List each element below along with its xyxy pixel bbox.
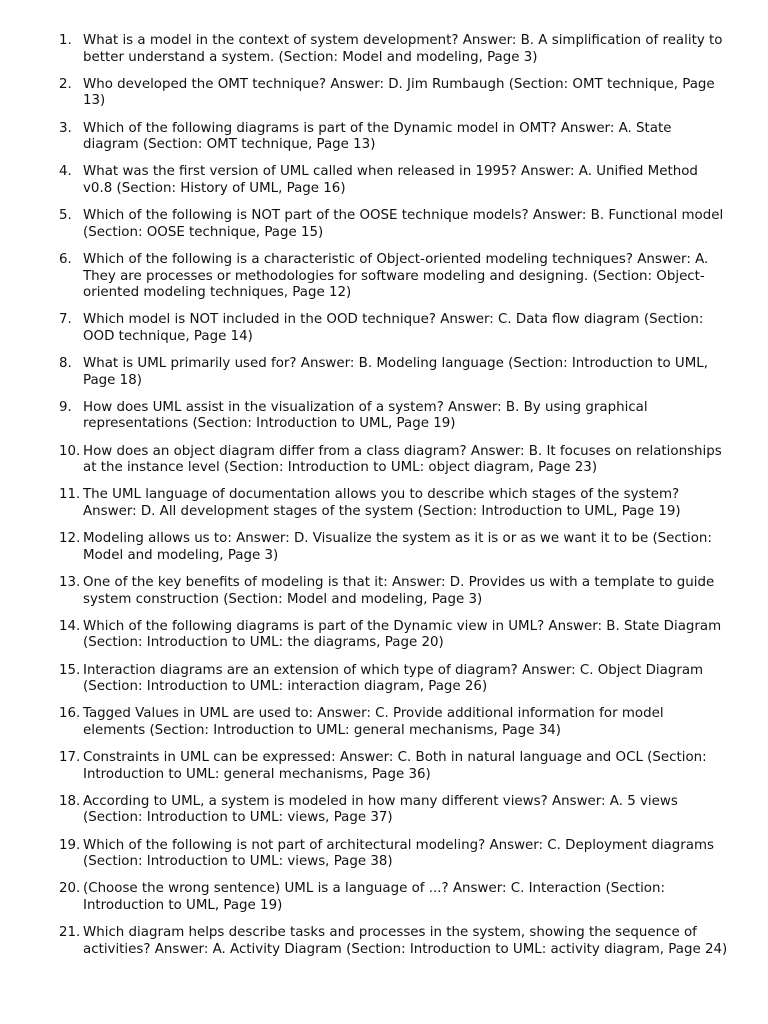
list-item — [0, 838, 768, 871]
item-text: Modeling allows us to: Answer: D. Visualize the system as it is or as we want it to be (Section: Model and modeling, Page 3) — [83, 531, 712, 563]
item-text: Which of the following is NOT part of the OOSE technique models? Answer: B. Functional model (Section: OOSE technique, Page 15) — [83, 208, 724, 240]
list-item — [0, 663, 768, 696]
item-number: 13. — [59, 574, 81, 590]
item-text: What is a model in the context of system development? Answer: B. A simplification of reality to better understand a system. (Section: Model and modeling, Page 3) — [83, 33, 723, 65]
question-list — [0, 33, 768, 958]
item-number: 11. — [59, 487, 81, 503]
item-text: Which of the following diagrams is part of the Dynamic model in OMT? Answer: A. State diagram (Section: OMT technique, Page 13) — [83, 120, 672, 153]
item-text: Which of the following is a characteristic of Object-oriented modeling techniques? Answer: A. They are processes or methodologies for software modeling and designing. (Section: Object-oriented modeling techniques, Page 12) — [83, 251, 709, 301]
item-number: 5. — [59, 208, 72, 224]
list-item — [0, 444, 768, 477]
item-number: 9. — [59, 399, 72, 415]
list-item — [0, 487, 768, 520]
list-item — [0, 706, 768, 739]
list-item — [0, 77, 768, 110]
item-text: Tagged Values in UML are used to: Answer: C. Provide additional information for model elements (Section: Introduction to UML: general mechanisms, Page 34) — [83, 706, 664, 738]
item-number: 20. — [59, 881, 81, 897]
item-number: 16. — [59, 706, 81, 722]
item-number: 8. — [59, 356, 72, 372]
list-item — [0, 400, 768, 433]
list-item — [0, 121, 768, 154]
document-page — [0, 33, 768, 969]
item-text: Who developed the OMT technique? Answer: D. Jim Rumbaugh (Section: OMT technique, Page 13) — [83, 76, 715, 109]
item-text: How does an object diagram differ from a class diagram? Answer: B. It focuses on relationships at the instance level (Section: Introduction to UML: object diagram, Page 23) — [83, 443, 722, 476]
list-item — [0, 33, 768, 66]
item-number: 6. — [59, 251, 72, 267]
list-item — [0, 252, 768, 302]
item-text: What was the first version of UML called when released in 1995? Answer: A. Unified Method v0.8 (Section: History of UML, Page 16) — [83, 164, 698, 196]
item-number: 17. — [59, 750, 81, 766]
list-item — [0, 164, 768, 197]
list-item — [0, 356, 768, 389]
list-item — [0, 208, 768, 241]
item-number: 15. — [59, 662, 81, 678]
item-text: How does UML assist in the visualization of a system? Answer: B. By using graphical representations (Section: Introduction to UML, Page 19) — [83, 399, 648, 432]
item-number: 14. — [59, 618, 81, 634]
item-text: Which diagram helps describe tasks and processes in the system, showing the sequence of activities? Answer: A. Activity Diagram (Section: Introduction to UML: activity diagram, Page 24) — [83, 925, 728, 957]
item-number: 4. — [59, 164, 72, 180]
list-item — [0, 925, 768, 958]
item-number: 18. — [59, 793, 81, 809]
item-text: One of the key benefits of modeling is that it: Answer: D. Provides us with a template to guide system construction (Section: Model and modeling, Page 3) — [83, 574, 715, 607]
item-number: 1. — [59, 33, 72, 48]
list-item — [0, 750, 768, 783]
item-number: 21. — [59, 925, 81, 941]
item-text: According to UML, a system is modeled in how many different views? Answer: A. 5 views (Section: Introduction to UML: views, Page 37) — [83, 793, 678, 826]
item-number: 7. — [59, 312, 72, 328]
list-item — [0, 531, 768, 564]
item-number: 3. — [59, 120, 72, 136]
item-text: Constraints in UML can be expressed: Answer: C. Both in natural language and OCL (Section: Introduction to UML: general mechanisms, Page 36) — [83, 750, 707, 782]
list-item — [0, 881, 768, 914]
item-number: 10. — [59, 443, 81, 459]
item-number: 2. — [59, 76, 72, 92]
item-text: The UML language of documentation allows you to describe which stages of the system? Answer: D. All development stages of the system (Section: Introduction to UML, Page 19) — [83, 487, 681, 519]
item-text: Which of the following is not part of architectural modeling? Answer: C. Deployment diagrams (Section: Introduction to UML: views, Page 38) — [83, 837, 714, 870]
item-number: 12. — [59, 531, 81, 547]
list-item — [0, 575, 768, 608]
item-text: What is UML primarily used for? Answer: B. Modeling language (Section: Introduction to UML, Page 18) — [83, 356, 708, 388]
item-number: 19. — [59, 837, 81, 853]
item-text: Which of the following diagrams is part of the Dynamic view in UML? Answer: B. State Diagram (Section: Introduction to UML: the diagrams, Page 20) — [83, 618, 722, 651]
list-item — [0, 312, 768, 345]
item-text: Which model is NOT included in the OOD technique? Answer: C. Data flow diagram (Section: OOD technique, Page 14) — [83, 312, 704, 344]
item-text: (Choose the wrong sentence) UML is a language of ...? Answer: C. Interaction (Section: Introduction to UML, Page 19) — [83, 881, 665, 914]
list-item — [0, 794, 768, 827]
list-item — [0, 619, 768, 652]
item-text: Interaction diagrams are an extension of which type of diagram? Answer: C. Object Diagram (Section: Introduction to UML: interaction diagram, Page 26) — [83, 662, 704, 695]
